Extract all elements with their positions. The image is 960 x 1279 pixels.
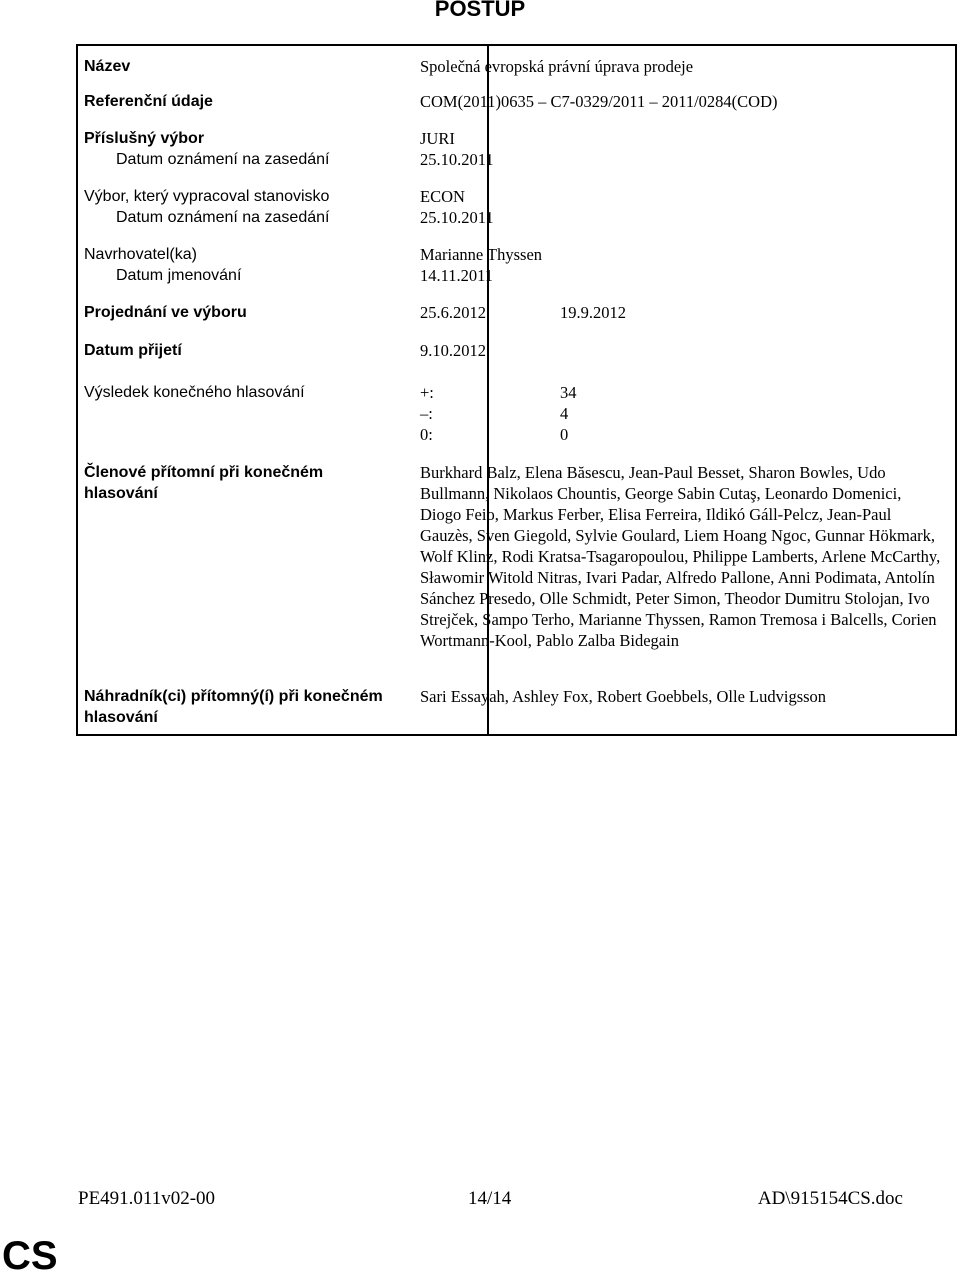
vote-against-count: 4 [560, 404, 569, 423]
label-projednani: Projednání ve výboru [84, 304, 247, 321]
value-navrhovatel [420, 244, 542, 286]
procedure-table [76, 44, 957, 736]
label-nahradnici: Náhradník(ci) přítomný(í) při konečném hlasování [84, 688, 383, 726]
label-nazev: Název [84, 58, 131, 75]
label-navrhovatel-sub: Datum jmenování [116, 267, 242, 284]
label-navrhovatel-main: Navrhovatel(ka) [84, 246, 197, 263]
value-stanovisko [420, 186, 494, 228]
footer-file-name: AD\915154CS.doc [757, 1188, 903, 1209]
value-ref: COM(2011)0635 – C7-0329/2011 – 2011/0284(COD) [420, 92, 778, 111]
value-prijeti: 9.10.2012 [420, 341, 486, 360]
label-vybor [84, 128, 404, 170]
label-stanovisko [84, 186, 404, 228]
vote-abstain-count: 0 [560, 425, 569, 444]
value-stanovisko-date: 25.10.2011 [420, 208, 494, 227]
label-stanovisko-sub: Datum oznámení na zasedání [116, 209, 330, 226]
label-prijeti: Datum přijetí [84, 342, 182, 359]
value-nazev: Společná evropská právní úprava prodeje [420, 57, 694, 76]
page-title: POSTUP [434, 0, 526, 21]
vote-for-sign: +: [420, 383, 434, 402]
value-nahradnici: Sari Essayah, Ashley Fox, Robert Goebbels, Olle Ludvigsson [420, 687, 827, 706]
vote-abstain-sign: 0: [420, 425, 433, 444]
value-vybor [420, 128, 494, 170]
vote-for-count: 34 [560, 383, 577, 402]
value-navrhovatel-date: 14.11.2011 [420, 266, 494, 285]
footer-page-number: 14/14 [468, 1188, 512, 1209]
label-vybor-sub: Datum oznámení na zasedání [116, 151, 330, 168]
label-clenove: Členové přítomní při konečném hlasování [84, 464, 324, 502]
footer-doc-ref: PE491.011v02-00 [78, 1188, 216, 1209]
value-vybor-date: 25.10.2011 [420, 150, 494, 169]
label-vysledek: Výsledek konečného hlasování [84, 384, 305, 401]
label-ref: Referenční údaje [84, 93, 213, 110]
value-vybor-code: JURI [420, 129, 455, 148]
language-code: CS [2, 1234, 58, 1278]
label-stanovisko-main: Výbor, který vypracoval stanovisko [84, 188, 330, 205]
value-projednani-date2: 19.9.2012 [560, 303, 626, 322]
label-navrhovatel [84, 244, 404, 286]
label-vybor-main: Příslušný výbor [84, 130, 205, 147]
value-stanovisko-code: ECON [420, 187, 465, 206]
value-projednani-date1: 25.6.2012 [420, 303, 486, 322]
value-clenove: Burkhard Balz, Elena Băsescu, Jean-Paul Besset, Sharon Bowles, Udo Bullmann, Nikolaos Chountis, George Sabin Cutaş, Leonardo Domenici, Diogo Feio, Markus Ferber, Elisa Ferreira, Ildikó Gáll-Pelcz, Jean-Paul Gauzès, Sven Giegold, Sylvie Goulard, Liem Hoang Ngoc, Gunnar Hökmark, Wolf Klinz, Rodi Kratsa-Tsagaropoulou, Philippe Lamberts, Arlene McCarthy, Sławomir Witold Nitras, Ivari Padar, Alfredo Pallone, Anni Podimata, Antolín Sánchez Presedo, Olle Schmidt, Peter Simon, Theodor Dumitru Stolojan, Ivo Strejček, Sampo Terho, Marianne Thyssen, Ramon Tremosa i Balcells, Corien Wortmann-Kool, Pablo Zalba Bidegain [420, 463, 941, 650]
vote-against-sign: –: [420, 404, 433, 423]
value-navrhovatel-name: Marianne Thyssen [420, 245, 543, 264]
